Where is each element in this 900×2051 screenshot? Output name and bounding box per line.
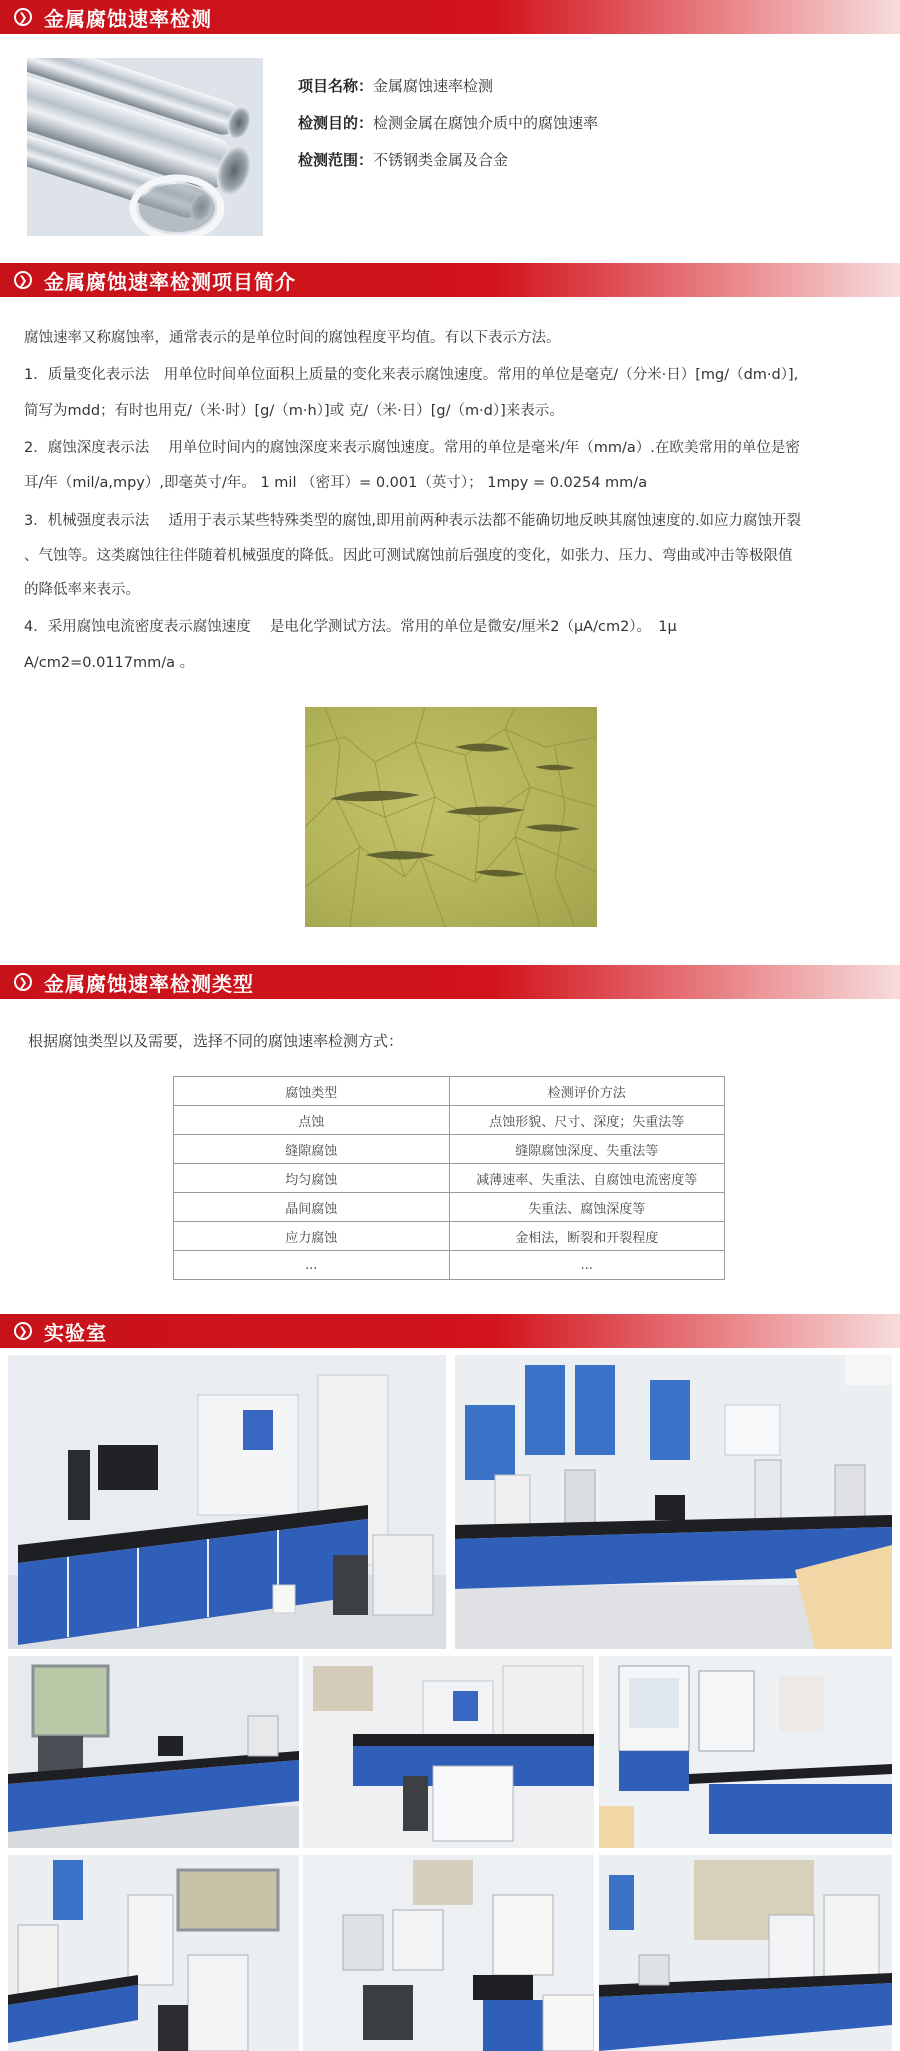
chevron-right-icon: ❯ — [14, 973, 32, 991]
chevron-right-icon: ❯ — [14, 1322, 32, 1340]
intro-paragraph: 2．腐蚀深度表示法 用单位时间内的腐蚀深度来表示腐蚀速度。常用的单位是毫米/年（mm/a）.在欧美常用的单位是密 — [24, 440, 800, 456]
corrosion-micrograph — [305, 707, 597, 927]
table-row — [174, 1106, 725, 1135]
test-types-intro: 根据腐蚀类型以及需要，选择不同的腐蚀速率检测方式： — [28, 1032, 404, 1050]
table-header-cell: 腐蚀类型 — [174, 1077, 450, 1106]
table-cell: 减薄速率、失重法、自腐蚀电流密度等 — [449, 1164, 725, 1193]
table-cell: 金相法，断裂和开裂程度 — [449, 1222, 725, 1251]
section-title: 金属腐蚀速率检测项目简介 — [44, 269, 296, 294]
project-name-label: 项目名称： — [298, 77, 374, 95]
table-row — [174, 1135, 725, 1164]
section-banner-test-types — [0, 965, 900, 999]
intro-paragraph: 腐蚀速率又称腐蚀率，通常表示的是单位时间的腐蚀程度平均值。有以下表示方法。 — [24, 330, 561, 346]
intro-paragraph: 1．质量变化表示法 用单位时间单位面积上质量的变化来表示腐蚀速度。常用的单位是毫克/（分米·日）[mg/（dm·d）], — [24, 367, 799, 383]
lab-photo-bench-room — [8, 1656, 299, 1848]
table-header-cell: 检测评价方法 — [449, 1077, 725, 1106]
intro-paragraph: 耳/年（mil/a,mpy）,即毫英寸/年。 1 mil （密耳）= 0.001（英寸）； 1mpy = 0.0254 mm/a — [24, 475, 648, 491]
chevron-right-icon: ❯ — [14, 8, 32, 26]
lab-photo-fume-hood — [599, 1656, 892, 1848]
section-banner-corrosion-rate-test — [0, 0, 900, 34]
intro-paragraph: 的降低率来表示。 — [24, 582, 140, 598]
table-cell: 应力腐蚀 — [174, 1222, 450, 1251]
section-banner-intro — [0, 263, 900, 297]
lab-photo-chiller-unit — [303, 1656, 594, 1848]
project-name-row — [298, 72, 598, 100]
project-purpose-label: 检测目的： — [298, 114, 374, 132]
table-cell: 均匀腐蚀 — [174, 1164, 450, 1193]
section-title: 金属腐蚀速率检测 — [44, 6, 212, 31]
lab-photo-hardness-testers — [455, 1355, 892, 1649]
section-title: 实验室 — [44, 1320, 107, 1345]
lab-photo-instrument-bench — [303, 1855, 594, 2051]
table-row — [174, 1193, 725, 1222]
section-title: 金属腐蚀速率检测类型 — [44, 971, 254, 996]
table-cell: 晶间腐蚀 — [174, 1193, 450, 1222]
table-cell: 失重法、腐蚀深度等 — [449, 1193, 725, 1222]
table-cell: 缝隙腐蚀 — [174, 1135, 450, 1164]
table-header-row — [174, 1077, 725, 1106]
table-row — [174, 1222, 725, 1251]
intro-paragraph: 3．机械强度表示法 适用于表示某些特殊类型的腐蚀,即用前两种表示法都不能确切地反映其腐蚀速度的.如应力腐蚀开裂 — [24, 513, 802, 529]
project-purpose-value: 检测金属在腐蚀介质中的腐蚀速率 — [373, 114, 599, 132]
project-name-value: 金属腐蚀速率检测 — [373, 77, 494, 95]
lab-photo-spectrometer — [8, 1355, 446, 1649]
section-banner-laboratory — [0, 1314, 900, 1348]
corrosion-types-table — [173, 1076, 725, 1280]
project-purpose-row — [298, 109, 598, 137]
intro-paragraph: 4．采用腐蚀电流密度表示腐蚀速度 是电化学测试方法。常用的单位是微安/厘米2（μA/cm2）。 1μ — [24, 619, 677, 635]
project-scope-value: 不锈钢类金属及合金 — [373, 151, 509, 169]
intro-paragraph: 、气蚀等。这类腐蚀往往伴随着机械强度的降低。因此可测试腐蚀前后强度的变化，如张力、压力、弯曲或冲击等极限值 — [24, 548, 793, 564]
table-cell: 点蚀形貌、尺寸、深度；失重法等 — [449, 1106, 725, 1135]
table-row — [174, 1251, 725, 1280]
table-cell: 点蚀 — [174, 1106, 450, 1135]
lab-photo-balance-room — [599, 1855, 892, 2051]
lab-photo-analyzer-room — [8, 1855, 299, 2051]
table-cell: ... — [449, 1251, 725, 1280]
project-scope-row — [298, 146, 598, 174]
intro-paragraph: A/cm2=0.0117mm/a 。 — [24, 655, 195, 671]
intro-paragraph: 简写为mdd；有时也用克/（米·时）[g/（m·h）]或 克/（米·日）[g/（m·d）]来表示。 — [24, 403, 564, 419]
project-info — [298, 72, 598, 183]
project-scope-label: 检测范围： — [298, 151, 374, 169]
table-row — [174, 1164, 725, 1193]
table-cell: 缝隙腐蚀深度、失重法等 — [449, 1135, 725, 1164]
steel-pipes-photo — [27, 58, 263, 236]
chevron-right-icon: ❯ — [14, 271, 32, 289]
table-cell: ... — [174, 1251, 450, 1280]
